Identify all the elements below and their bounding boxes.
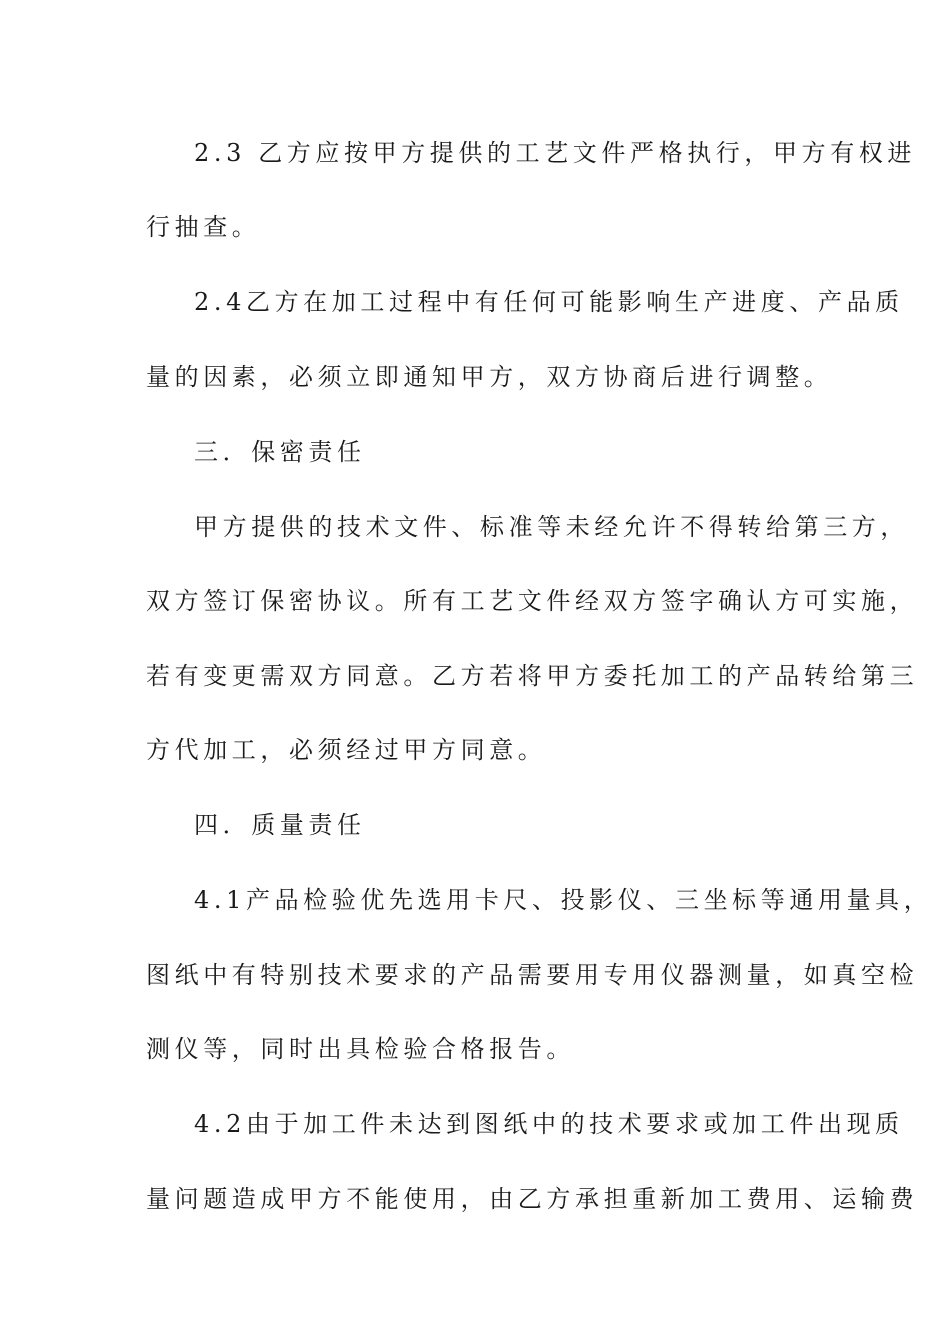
- section-heading-confidentiality: 三．保密责任: [194, 438, 366, 466]
- paragraph-2-3-line-2: 行抽查。: [146, 213, 261, 241]
- paragraph-confidentiality-line-3: 若有变更需双方同意。乙方若将甲方委托加工的产品转给第三: [146, 662, 919, 690]
- section-heading-quality: 四．质量责任: [194, 811, 366, 839]
- paragraph-4-1-line-1: 4.1产品检验优先选用卡尺、投影仪、三坐标等通用量具，: [194, 886, 933, 914]
- paragraph-2-4-line-2: 量的因素，必须立即通知甲方，双方协商后进行调整。: [146, 363, 833, 391]
- paragraph-4-1-line-3: 测仪等，同时出具检验合格报告。: [146, 1035, 575, 1063]
- paragraph-2-4-line-1: 2.4乙方在加工过程中有任何可能影响生产进度、产品质: [194, 288, 904, 316]
- paragraph-confidentiality-line-1: 甲方提供的技术文件、标准等未经允许不得转给第三方，: [194, 513, 909, 541]
- paragraph-confidentiality-line-2: 双方签订保密协议。所有工艺文件经双方签字确认方可实施，: [146, 587, 919, 615]
- paragraph-4-2-line-1: 4.2由于加工件未达到图纸中的技术要求或加工件出现质: [194, 1110, 904, 1138]
- paragraph-2-3-line-1: 2.3 乙方应按甲方提供的工艺文件严格执行，甲方有权进: [194, 139, 916, 167]
- paragraph-4-2-line-2: 量问题造成甲方不能使用，由乙方承担重新加工费用、运输费: [146, 1185, 919, 1213]
- paragraph-4-1-line-2: 图纸中有特别技术要求的产品需要用专用仪器测量，如真空检: [146, 961, 919, 989]
- paragraph-confidentiality-line-4: 方代加工，必须经过甲方同意。: [146, 736, 547, 764]
